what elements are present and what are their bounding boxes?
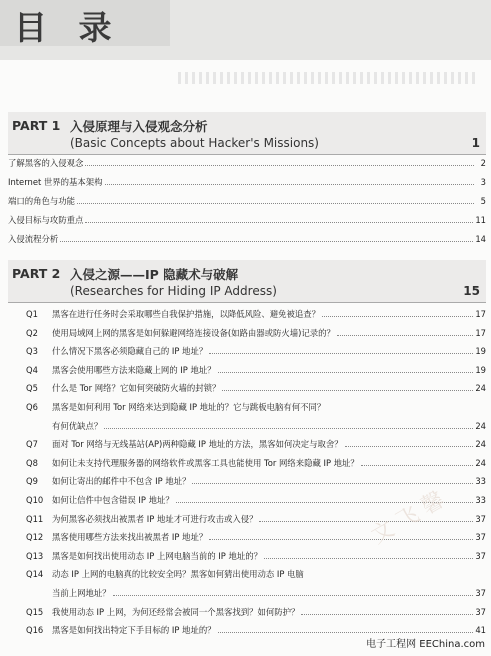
toc-question[interactable]	[8, 362, 486, 378]
question-page: 37	[475, 513, 486, 524]
part2-page: 15	[463, 284, 480, 298]
question-text: 什么情况下黑客必须隐藏自己的 IP 地址？	[52, 346, 208, 357]
question-page: 19	[475, 346, 486, 357]
question-text: 黑客是如何找出特定下手目标的 IP 地址的？	[52, 625, 216, 636]
part2-number: PART 2	[12, 266, 61, 281]
question-page: 33	[475, 476, 486, 487]
question-text: 我使用动态 IP 上网，为何还经常会被同一个黑客找到？如何防护？	[52, 606, 300, 617]
question-text: 黑客会使用哪些方法来隐藏上网的 IP 地址？	[52, 364, 216, 375]
question-number: Q8	[26, 457, 38, 468]
question-number	[8, 418, 52, 434]
question-number: Q6	[26, 402, 38, 412]
toc-question[interactable]	[8, 380, 486, 396]
part1-number: PART 1	[12, 118, 61, 133]
toc-question[interactable]	[8, 418, 486, 434]
question-page: 24	[475, 420, 486, 431]
part2-cn-title: 入侵之源——IP 隐藏术与破解	[70, 267, 239, 282]
question-number	[8, 585, 52, 601]
part2-en-title: (Researches for Hiding IP Address)	[70, 284, 277, 298]
toc-entry[interactable]: 端口的角色与功能 5	[8, 193, 486, 209]
question-page: 37	[475, 550, 486, 561]
question-number: Q15	[26, 606, 44, 617]
question-page: 17	[475, 327, 486, 338]
question-page: 37	[475, 606, 486, 617]
question-text: 如何让寄出的邮件中不包含 IP 地址？	[52, 476, 191, 487]
toc-entry[interactable]: 入侵目标与攻防重点 11	[8, 212, 486, 228]
question-text: 面对 Tor 网络与无线基站(AP)两种隐藏 IP 地址的方法，黑客如何决定与取舍？	[52, 439, 343, 450]
toc-entry[interactable]: Internet 世界的基本架构 3	[8, 174, 486, 190]
question-text: 如何让信件中包含错误 IP 地址？	[52, 495, 174, 505]
question-number: Q13	[26, 550, 44, 561]
question-text: 黑客是如何利用 Tor 网络来达到隐藏 IP 地址的？它与跳板电脑有何不同？	[52, 402, 326, 412]
question-text: 黑客是如何找出使用动态 IP 上网电脑当前的 IP 地址的？	[52, 550, 262, 561]
question-number: Q3	[26, 346, 38, 357]
question-number: Q9	[26, 476, 38, 487]
question-page: 17	[475, 309, 486, 319]
toc-question[interactable]	[8, 436, 486, 452]
question-text: 黑客在进行任务时会采取哪些自我保护措施，以降低风险、避免被追查？	[52, 309, 320, 319]
question-page: 37	[475, 588, 486, 598]
question-page: 24	[475, 383, 486, 394]
question-text: 什么是 Tor 网络？它如何突破防火墙的封锁？	[52, 383, 221, 394]
toc-question[interactable]	[8, 306, 486, 322]
question-number: Q14	[26, 569, 44, 580]
toc-question[interactable]	[8, 325, 486, 341]
question-text: 动态 IP 上网的电脑真的比较安全吗？黑客如何猜出使用动态 IP 电脑	[52, 569, 304, 580]
scan-artifact	[178, 72, 478, 84]
question-page: 33	[475, 495, 486, 505]
part1-header	[8, 112, 486, 155]
question-page: 41	[475, 625, 486, 636]
question-number: Q16	[26, 625, 44, 636]
toc-question[interactable]	[8, 343, 486, 359]
question-number: Q1	[26, 309, 38, 319]
question-text: 有何优缺点？	[52, 420, 103, 431]
toc-question[interactable]	[8, 455, 486, 471]
page-title: 目 录	[14, 8, 122, 47]
question-page: 19	[475, 364, 486, 375]
title-box	[0, 0, 170, 46]
part2-header	[8, 260, 486, 303]
question-number: Q4	[26, 364, 38, 375]
question-number: Q12	[26, 532, 44, 543]
toc-question[interactable]	[8, 473, 486, 489]
question-text: 如何让未支持代理服务器的网络软件或黑客工具也能使用 Tor 网络来隐藏 IP 地址？	[52, 457, 359, 468]
question-page: 24	[475, 457, 486, 468]
toc-question[interactable]	[8, 399, 486, 415]
part1-en-title: (Basic Concepts about Hacker's Missions)	[70, 136, 319, 150]
watermark: 文 飞 馨	[367, 487, 449, 550]
part1-cn-title: 入侵原理与入侵观念分析	[70, 119, 208, 134]
question-number: Q2	[26, 327, 38, 338]
question-text: 黑客使用哪些方法来找出被黑者 IP 地址？	[52, 532, 208, 543]
toc-entry[interactable]: 入侵流程分析 14	[8, 231, 486, 247]
question-text: 为何黑客必须找出被黑者 IP 地址才可进行攻击或入侵？	[52, 513, 258, 524]
question-page: 24	[475, 439, 486, 450]
question-number: Q5	[26, 383, 38, 394]
question-text: 使用局域网上网的黑客是如何躲避网络连接设备(如路由器或防火墙)记录的？	[52, 327, 335, 338]
question-text: 当前上网地址？	[52, 588, 111, 598]
question-page: 37	[475, 532, 486, 543]
question-number: Q7	[26, 439, 38, 450]
question-number: Q10	[26, 495, 44, 505]
part1-page: 1	[471, 136, 480, 150]
question-number: Q11	[26, 513, 44, 524]
footer-source: 电子工程网 EEChina.com	[366, 639, 485, 650]
toc-entry[interactable]: 了解黑客的入侵观念 2	[8, 155, 486, 171]
